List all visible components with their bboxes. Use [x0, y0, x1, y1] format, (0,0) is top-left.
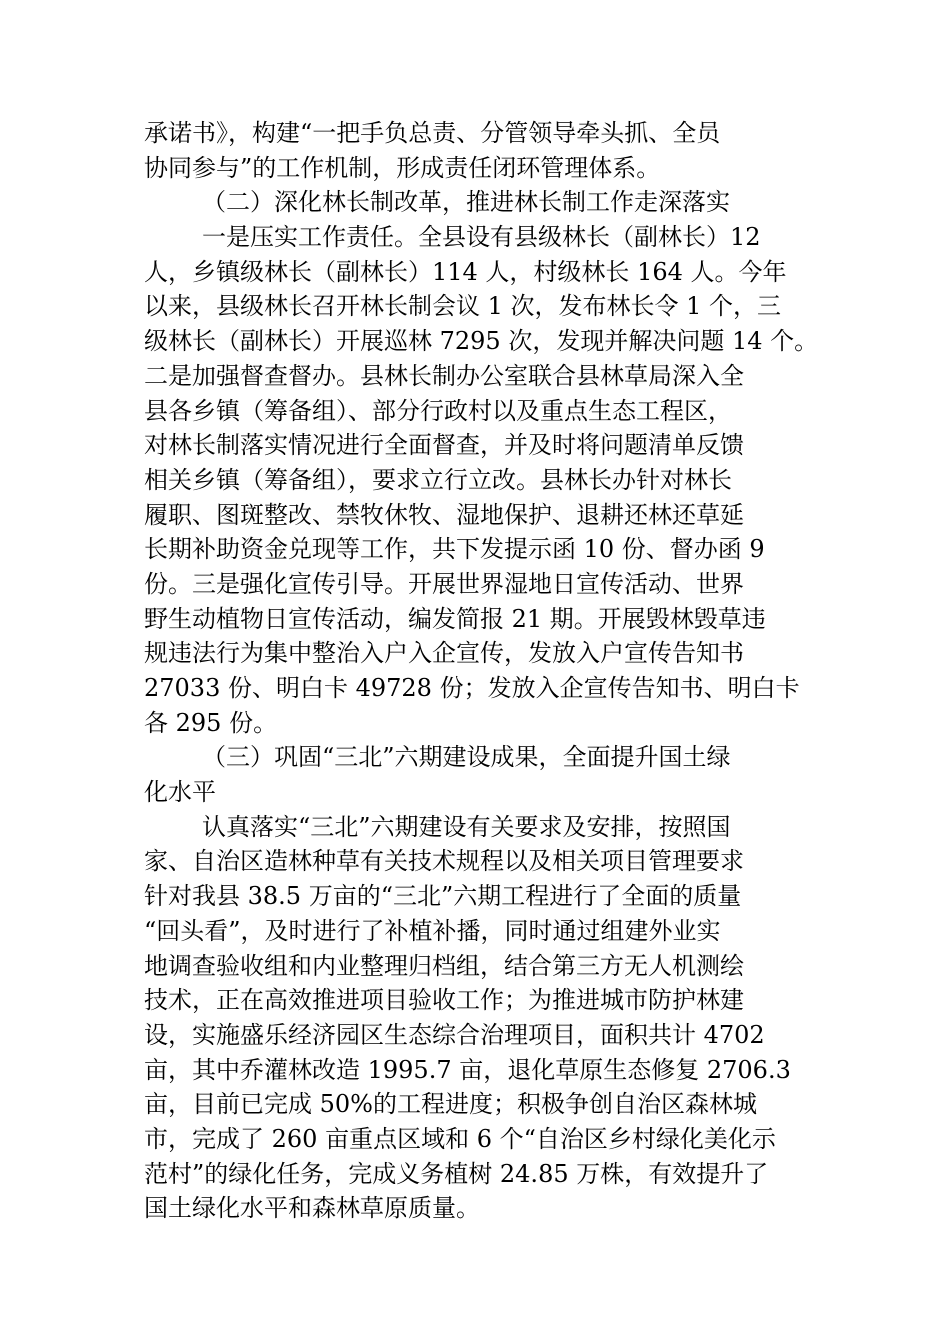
text-line: 亩，目前已完成 50%的工程进度；积极争创自治区森林城: [144, 1090, 757, 1119]
text-line: 承诺书》，构建“一把手负总责、分管领导牵头抓、全员: [144, 119, 721, 147]
text-line: 二是加强督查督办。县林长制办公室联合县林草局深入全: [144, 361, 744, 390]
text-line: 级林长（副林长）开展巡林 7295 次，发现并解决问题 14 个。: [144, 327, 819, 356]
text-line: 27033 份、明白卡 49728 份；发放入企宣传告知书、明白卡: [144, 674, 800, 702]
text-line: 长期补助资金兑现等工作，共下发提示函 10 份、督办函 9: [144, 535, 765, 564]
text-line: 设，实施盛乐经济园区生态综合治理项目，面积共计 4702: [144, 1020, 765, 1049]
text-line: 一是压实工作责任。全县设有县级林长（副林长）12: [202, 223, 761, 252]
text-line: 相关乡镇（筹备组），要求立行立改。县林长办针对林长: [144, 465, 732, 494]
text-line: 范村”的绿化任务，完成义务植树 24.85 万株，有效提升了: [144, 1159, 769, 1188]
text-line: 人，乡镇级林长（副林长）114 人，村级林长 164 人。今年: [144, 257, 787, 286]
section-heading: （二）深化林长制改革，推进林长制工作走深落实: [202, 188, 730, 217]
text-line: 技术，正在高效推进项目验收工作；为推进城市防护林建: [144, 986, 744, 1015]
text-line: 国土绿化水平和森林草原质量。: [144, 1194, 480, 1223]
text-line: 亩，其中乔灌林改造 1995.7 亩，退化草原生态修复 2706.3: [144, 1055, 791, 1084]
text-line: 各 295 份。: [144, 708, 278, 737]
section-heading: （三）巩固“三北”六期建设成果，全面提升国土绿: [202, 743, 731, 772]
text-line: 家、自治区造林种草有关技术规程以及相关项目管理要求: [144, 847, 744, 876]
section-heading-continuation: 化水平: [144, 778, 216, 807]
text-line: “回头看”，及时进行了补植补播，同时通过组建外业实: [144, 916, 721, 945]
text-line: 针对我县 38.5 万亩的“三北”六期工程进行了全面的质量: [144, 882, 742, 911]
body-text: [144, 116, 819, 1226]
text-line: 履职、图斑整改、禁牧休牧、湿地保护、退耕还林还草延: [144, 500, 744, 529]
text-line: 份。三是强化宣传引导。开展世界湿地日宣传活动、世界: [144, 569, 744, 598]
text-line: 市，完成了 260 亩重点区域和 6 个“自治区乡村绿化美化示: [144, 1124, 776, 1153]
text-line: 野生动植物日宣传活动，编发简报 21 期。开展毁林毁草违: [144, 604, 766, 633]
text-line: 以来，县级林长召开林长制会议 1 次，发布林长令 1 个，三: [144, 292, 782, 321]
text-line: 县各乡镇（筹备组）、部分行政村以及重点生态工程区，: [144, 396, 732, 425]
text-line: 规违法行为集中整治入户入企宣传，发放入户宣传告知书: [144, 639, 744, 668]
text-line: 地调查验收组和内业整理归档组，结合第三方无人机测绘: [144, 951, 744, 980]
text-line: 协同参与”的工作机制，形成责任闭环管理体系。: [144, 153, 661, 182]
text-line: 认真落实“三北”六期建设有关要求及安排，按照国: [202, 812, 731, 841]
text-line: 对林长制落实情况进行全面督查，并及时将问题清单反馈: [144, 431, 744, 460]
